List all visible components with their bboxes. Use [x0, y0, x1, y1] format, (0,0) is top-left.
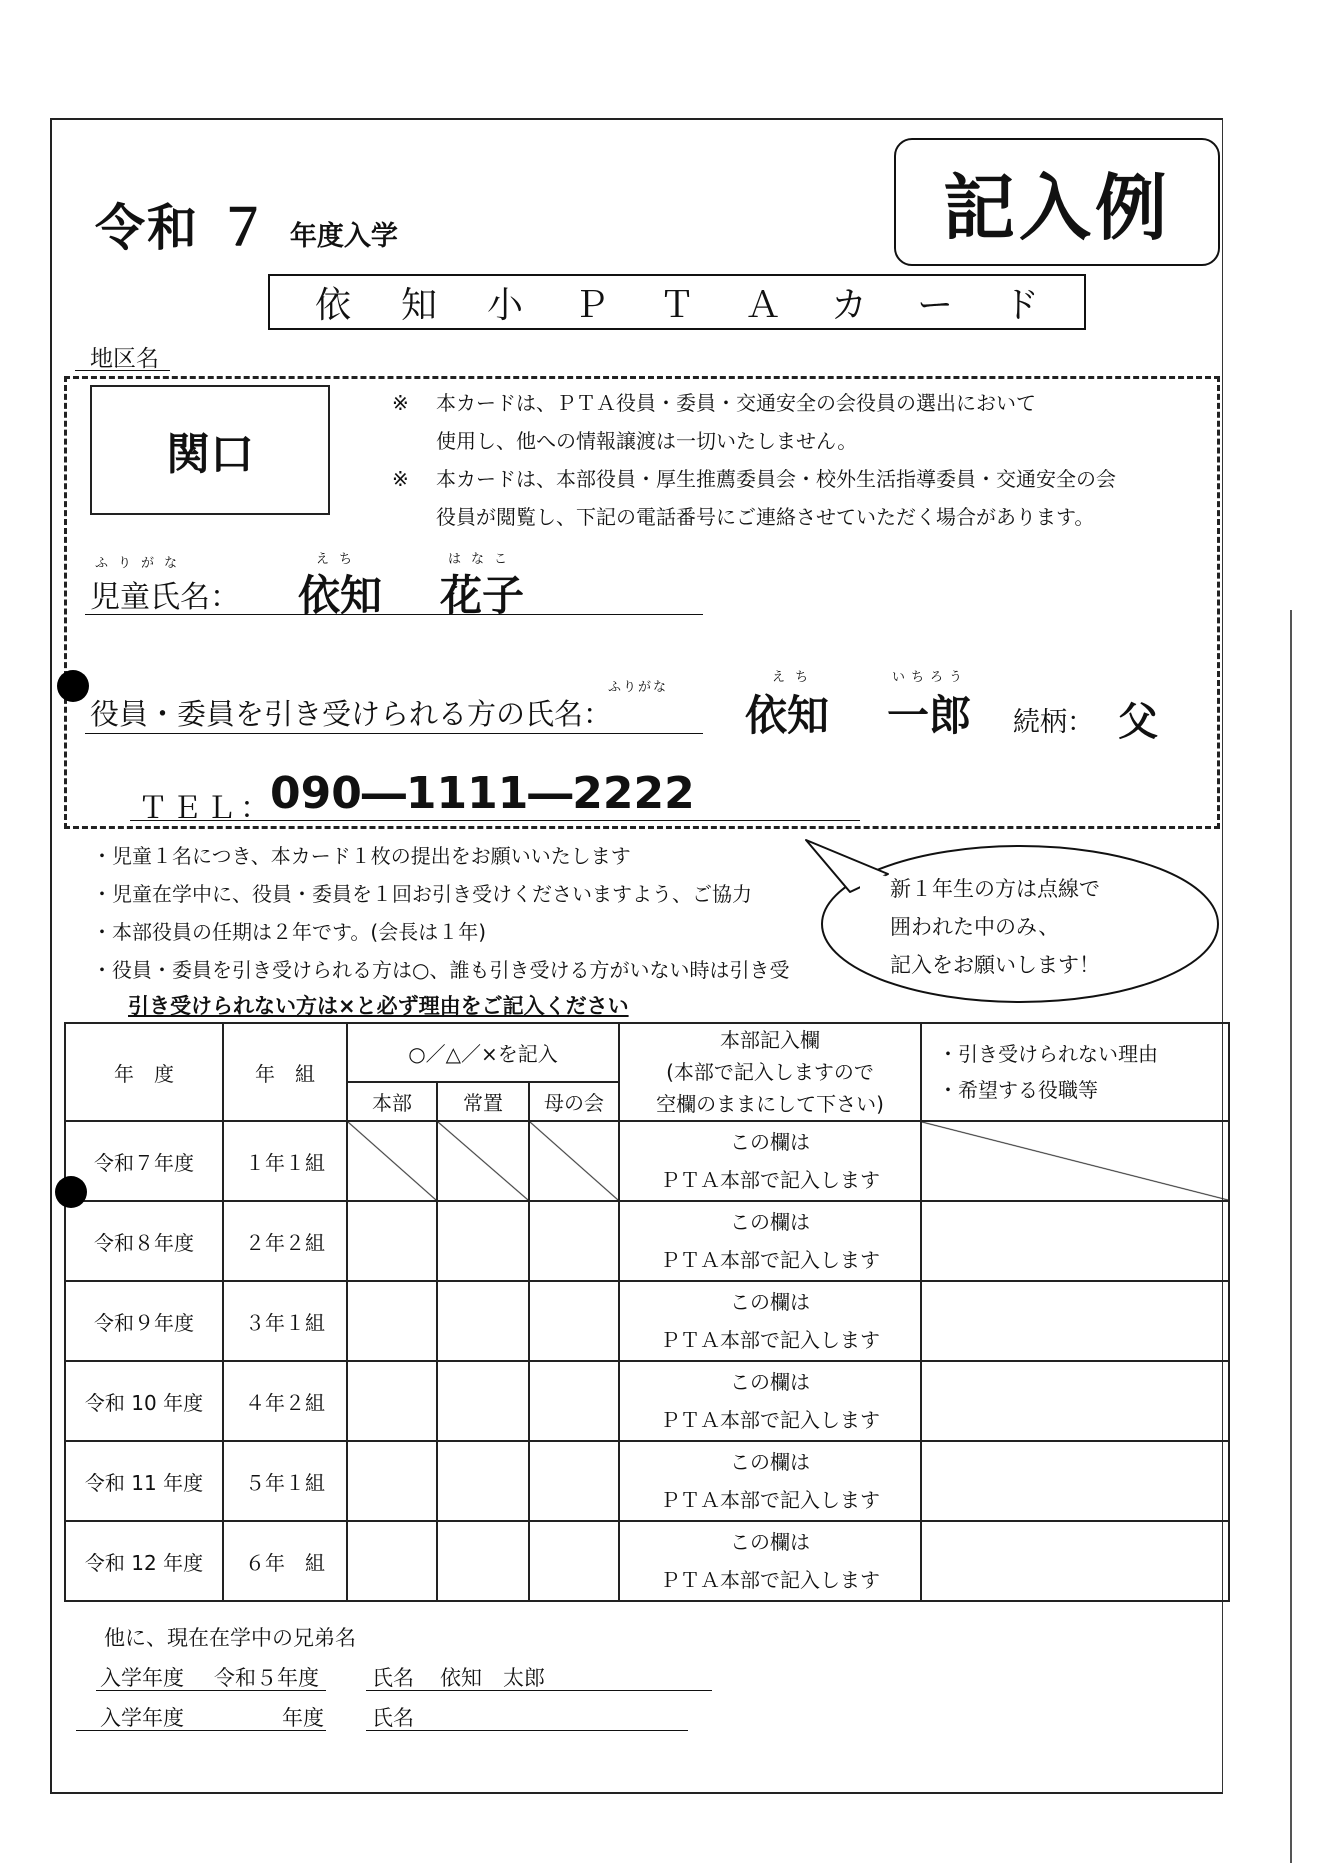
hq-note-line1: この欄は — [730, 1210, 810, 1234]
hq-note-cell — [619, 1281, 921, 1361]
header-hq-title: 本部記入欄 — [720, 1028, 820, 1052]
mark-cell-mothers[interactable] — [529, 1521, 619, 1601]
card-title-char: 知 — [400, 284, 437, 326]
role-history-table — [64, 1022, 1230, 1602]
hq-note-cell — [619, 1201, 921, 1281]
mark-cell-mothers[interactable] — [529, 1121, 619, 1201]
officer-ruby-label: ふりがな — [608, 680, 669, 695]
officer-name-underline — [85, 733, 703, 734]
hq-note-line2: ＰＴＡ本部で記入します — [660, 1408, 880, 1432]
admission-year-title — [95, 188, 398, 260]
header-reason2: ・希望する役職等 — [938, 1078, 1098, 1102]
mark-cell-standing[interactable] — [437, 1361, 529, 1441]
header-year: 年 度 — [65, 1023, 223, 1121]
info-line: ・児童在学中に、役員・委員を１回お引き受けくださいますよう、ご協力 — [92, 882, 752, 906]
bubble-line: 新１年生の方は点線で — [890, 877, 1100, 901]
year-suffix: 年度入学 — [289, 221, 398, 252]
header-class: 年 組 — [223, 1023, 347, 1121]
header-hq — [619, 1023, 921, 1121]
mark-cell-hq[interactable] — [347, 1521, 437, 1601]
sibling-year-label: 入学年度 — [100, 1666, 184, 1690]
notice-2 — [392, 460, 409, 498]
tel-value[interactable]: 090―1111―2222 — [270, 768, 695, 819]
notice-2-line1: 本カードは、本部役員・厚生推薦委員会・校外生活指導委員・交通安全の会 — [436, 467, 1116, 491]
district-name-field[interactable]: 関口 — [90, 385, 330, 515]
info-line: ・児童１名につき、本カード１枚の提出をお願いいたします — [92, 844, 631, 868]
notice-1-text — [436, 384, 1036, 460]
mark-cell-hq[interactable] — [347, 1201, 437, 1281]
mark-cell-hq[interactable] — [347, 1361, 437, 1441]
mark-cell-hq[interactable] — [347, 1121, 437, 1201]
card-title — [268, 274, 1086, 330]
header-mark-standing: 常置 — [437, 1082, 529, 1121]
row-class: ５年１組 — [223, 1441, 347, 1521]
notice-1-line1: 本カードは、ＰＴＡ役員・委員・交通安全の会役員の選出において — [436, 391, 1036, 415]
bubble-text — [890, 870, 1100, 984]
relation-value[interactable]: 父 — [1118, 699, 1158, 745]
sibling-year-underline — [96, 1690, 326, 1691]
notice-2-line2: 役員が閲覧し、下記の電話番号にご連絡させていただく場合があります。 — [436, 505, 1095, 529]
row-year: 令和８年度 — [65, 1201, 223, 1281]
sibling-year-value[interactable]: 年度 — [282, 1706, 324, 1730]
siblings-heading: 他に、現在在学中の兄弟名 — [104, 1626, 356, 1650]
row-year: 令和９年度 — [65, 1281, 223, 1361]
row-year: 令和 11 年度 — [65, 1441, 223, 1521]
year-prefix: 令和 — [95, 199, 199, 257]
punch-hole — [57, 670, 89, 702]
mark-cell-mothers[interactable] — [529, 1361, 619, 1441]
reason-cell[interactable] — [921, 1201, 1229, 1281]
officer-family-ruby: えち — [772, 670, 819, 685]
notice-1-line2: 使用し、他への情報譲渡は一切いたしません。 — [436, 429, 858, 453]
header-reason — [921, 1023, 1229, 1121]
scan-edge-line — [1290, 610, 1292, 1863]
hq-note-line2: ＰＴＡ本部で記入します — [660, 1328, 880, 1352]
row-class: １年１組 — [223, 1121, 347, 1201]
district-underline — [75, 370, 170, 371]
header-reason1: ・引き受けられない理由 — [938, 1042, 1158, 1066]
header-mark-group: ○／△／×を記入 — [347, 1023, 619, 1082]
hq-note-line2: ＰＴＡ本部で記入します — [660, 1488, 880, 1512]
hq-note-line1: この欄は — [730, 1290, 810, 1314]
child-given-ruby: はなこ — [448, 552, 518, 567]
bubble-line: 囲われた中のみ、 — [890, 915, 1060, 939]
hq-note-cell — [619, 1441, 921, 1521]
officer-given-ruby: いちろう — [892, 670, 969, 685]
reason-cell[interactable] — [921, 1281, 1229, 1361]
relation-label: 続柄： — [1013, 707, 1094, 738]
district-label: 地区名 — [90, 346, 159, 372]
notice-2-text — [436, 460, 1116, 536]
notice-mark: ※ — [392, 467, 409, 491]
card-title-char: Ｔ — [658, 284, 695, 326]
sibling-name-underline — [366, 1730, 688, 1731]
hq-note-line1: この欄は — [730, 1370, 810, 1394]
info-line: ・役員・委員を引き受けられる方は○、誰も引き受ける方がいない時は引き受 — [92, 958, 790, 982]
mark-cell-mothers[interactable] — [529, 1441, 619, 1521]
mark-cell-standing[interactable] — [437, 1281, 529, 1361]
notice-1 — [392, 384, 409, 422]
hq-note-cell — [619, 1521, 921, 1601]
reason-cell[interactable] — [921, 1521, 1229, 1601]
year-number: ７ — [218, 199, 271, 257]
hq-note-line2: ＰＴＡ本部で記入します — [660, 1568, 880, 1592]
mark-cell-mothers[interactable] — [529, 1201, 619, 1281]
reason-cell[interactable] — [921, 1121, 1229, 1201]
sibling-year-label: 入学年度 — [100, 1706, 184, 1730]
tel-label: ＴＥＬ： — [138, 791, 274, 826]
card-title-char: Ｐ — [572, 284, 609, 326]
info-emphasis: 引き受けられない方は×と必ず理由をご記入ください — [128, 994, 629, 1018]
card-title-char: ー — [916, 284, 953, 326]
row-class: ３年１組 — [223, 1281, 347, 1361]
header-mark-mothers: 母の会 — [529, 1082, 619, 1121]
officer-name-label: 役員・委員を引き受けられる方の氏名： — [90, 697, 613, 731]
row-year: 令和 12 年度 — [65, 1521, 223, 1601]
header-hq-sub1: (本部で記入しますので — [666, 1060, 874, 1084]
mark-cell-hq[interactable] — [347, 1441, 437, 1521]
child-family-name[interactable]: 依知 — [298, 571, 383, 620]
hq-note-line1: この欄は — [730, 1530, 810, 1554]
mark-cell-standing[interactable] — [437, 1121, 529, 1201]
reason-cell[interactable] — [921, 1361, 1229, 1441]
sibling-year-underline — [76, 1730, 326, 1731]
hq-note-line2: ＰＴＡ本部で記入します — [660, 1168, 880, 1192]
hq-note-line1: この欄は — [730, 1130, 810, 1154]
sibling-year-value[interactable]: 令和５年度 — [214, 1666, 319, 1690]
officer-given-name[interactable]: 一郎 — [887, 691, 972, 740]
row-year: 令和 10 年度 — [65, 1361, 223, 1441]
hq-note-line1: この欄は — [730, 1450, 810, 1474]
sibling-name-label: 氏名 — [372, 1666, 414, 1690]
mark-cell-standing[interactable] — [437, 1201, 529, 1281]
hq-note-cell — [619, 1361, 921, 1441]
row-class: ６年 組 — [223, 1521, 347, 1601]
child-ruby-label: ふりがな — [95, 556, 188, 571]
officer-family-name[interactable]: 依知 — [745, 691, 830, 740]
card-title-char: 小 — [486, 284, 523, 326]
mark-cell-standing[interactable] — [437, 1441, 529, 1521]
mark-cell-mothers[interactable] — [529, 1281, 619, 1361]
punch-hole — [55, 1176, 87, 1208]
card-title-char: ド — [1002, 284, 1039, 326]
row-class: ４年２組 — [223, 1361, 347, 1441]
child-name-underline — [85, 614, 703, 615]
sibling-name-label: 氏名 — [372, 1706, 414, 1730]
mark-cell-standing[interactable] — [437, 1521, 529, 1601]
sibling-name-underline — [366, 1690, 712, 1691]
hq-note-cell — [619, 1121, 921, 1201]
child-given-name[interactable]: 花子 — [440, 571, 525, 620]
child-family-ruby: えち — [316, 552, 363, 567]
header-hq-sub2: 空欄のままにして下さい) — [656, 1092, 884, 1116]
bubble-line: 記入をお願いします！ — [890, 953, 1100, 977]
row-class: ２年２組 — [223, 1201, 347, 1281]
notice-mark: ※ — [392, 391, 409, 415]
row-year: 令和７年度 — [65, 1121, 223, 1201]
card-title-char: Ａ — [744, 284, 781, 326]
reason-cell[interactable] — [921, 1441, 1229, 1521]
header-mark-hq: 本部 — [347, 1082, 437, 1121]
mark-cell-hq[interactable] — [347, 1281, 437, 1361]
example-label: 記入例 — [894, 138, 1220, 266]
sibling-name-value[interactable]: 依知 太郎 — [440, 1666, 545, 1690]
card-title-char: カ — [830, 284, 867, 326]
tel-underline — [130, 820, 860, 821]
hq-note-line2: ＰＴＡ本部で記入します — [660, 1248, 880, 1272]
child-name-label: 児童氏名： — [90, 580, 240, 615]
card-title-char: 依 — [314, 284, 351, 326]
info-line: ・本部役員の任期は２年です。(会長は１年) — [92, 920, 487, 944]
